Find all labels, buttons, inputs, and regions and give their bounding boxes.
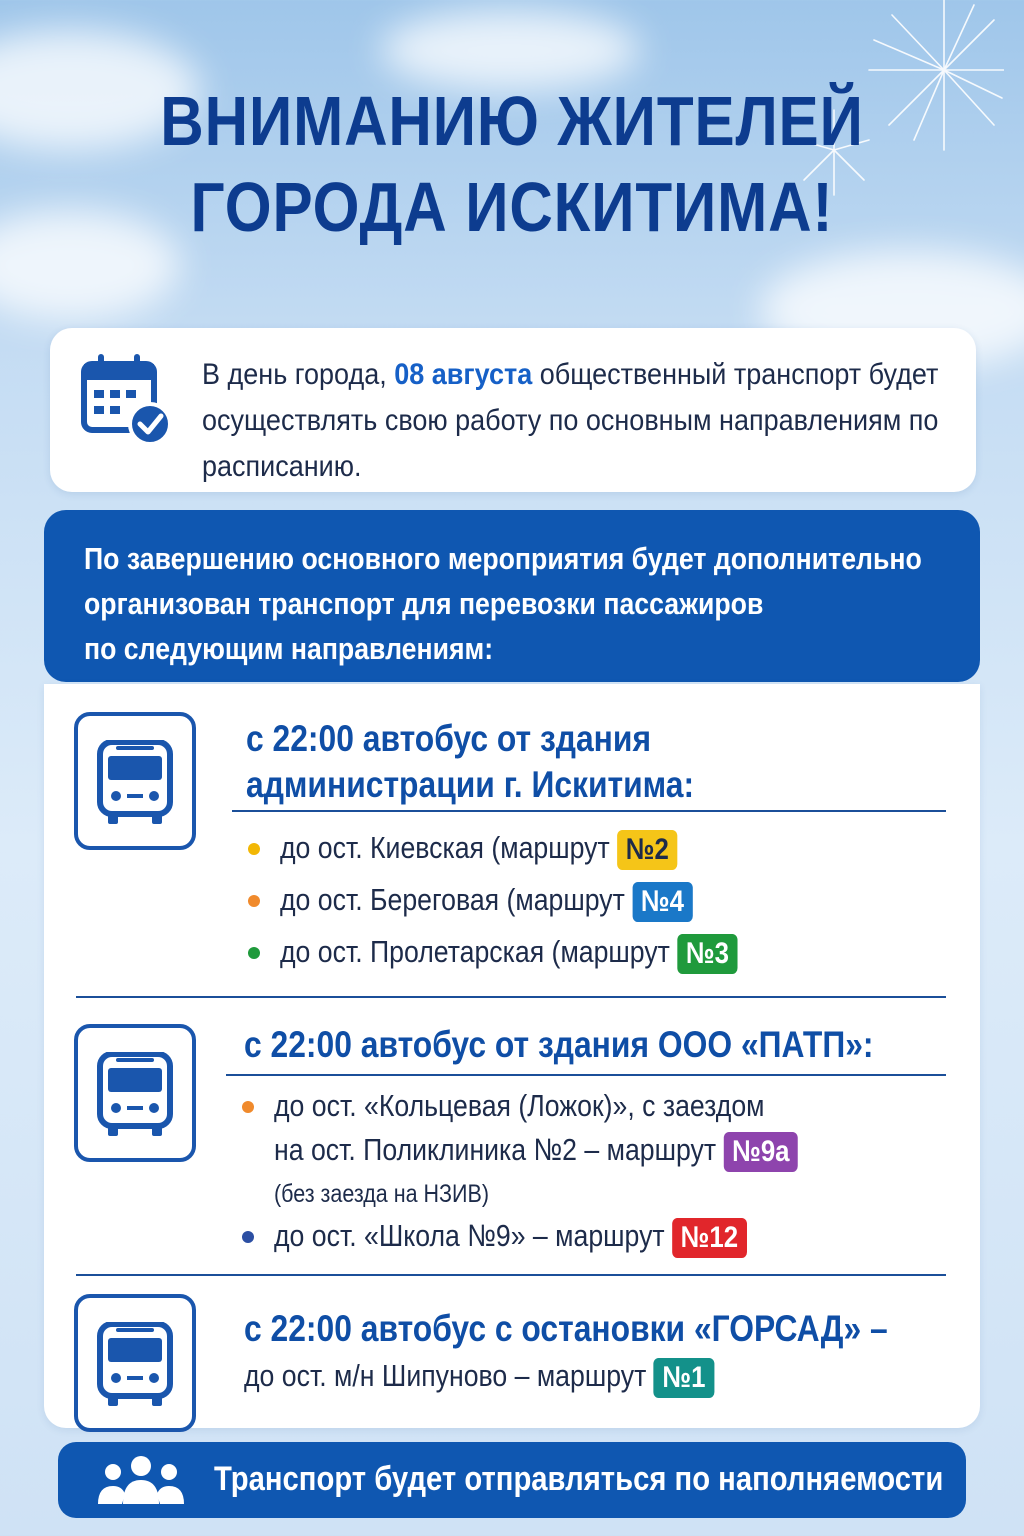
section-title-line: с 22:00 автобус от здания [246, 718, 652, 759]
route-badge: №3 [677, 934, 737, 974]
route-badge: №4 [632, 882, 692, 922]
divider [226, 1074, 946, 1076]
route-text: на ост. Поликлиника №2 – маршрут [274, 1132, 717, 1167]
route-item [244, 1354, 791, 1398]
section-title [244, 1022, 874, 1068]
route-item [280, 878, 760, 922]
bullet [248, 843, 260, 855]
route-item [280, 930, 812, 974]
bullet [248, 947, 260, 959]
route-badge: №12 [672, 1218, 747, 1258]
info-card [50, 328, 976, 492]
section-title-line: администрации г. Искитима: [246, 764, 695, 805]
footer-text: Транспорт будет отправляться по наполняемости [214, 1460, 944, 1498]
bus-icon-box [74, 1024, 196, 1162]
title-line-2: ГОРОДА ИСКИТИМА! [190, 168, 834, 246]
route-badge: №9а [723, 1132, 798, 1172]
info-text-before: В день города, [202, 358, 395, 391]
route-note: (без заезда на НЗИВ) [274, 1180, 489, 1208]
section-title [246, 716, 694, 808]
route-item [274, 1214, 824, 1258]
route-badge: №1 [654, 1358, 714, 1398]
route-text: до ост. Береговая (маршрут [280, 882, 625, 917]
banner-line: По завершению основного мероприятия будет дополнительно [84, 541, 922, 576]
section-title-line: с 22:00 автобус с остановки «ГОРСАД» – [244, 1308, 888, 1349]
route-badge: №2 [617, 830, 677, 870]
bullet [242, 1231, 254, 1243]
bus-icon-box [74, 1294, 196, 1432]
routes-card [44, 684, 980, 1428]
people-group-icon [98, 1454, 184, 1506]
route-text: до ост. Пролетарская (маршрут [280, 934, 670, 969]
bus-icon [96, 1322, 174, 1408]
bullet [242, 1101, 254, 1113]
bus-icon-box [74, 712, 196, 850]
banner-line: организован транспорт для перевозки пассажиров [84, 586, 764, 621]
route-text: до ост. «Кольцевая (Ложок)», с заездом [274, 1088, 765, 1123]
announcement-banner [44, 510, 980, 682]
route-item [280, 826, 742, 870]
route-text: до ост. м/н Шипуново – маршрут [244, 1358, 647, 1393]
info-date: 08 августа [394, 358, 533, 391]
info-text-after: общественный транспорт будет осуществлять свою работу по основным направлениям по расписанию. [202, 358, 939, 483]
bullet [248, 895, 260, 907]
bus-icon [96, 740, 174, 826]
banner-line: по следующим направлениям: [84, 631, 494, 666]
section-separator [76, 996, 946, 998]
page-title [72, 78, 953, 250]
bus-icon [96, 1052, 174, 1138]
divider [232, 810, 946, 812]
section-title-line: с 22:00 автобус от здания ООО «ПАТП»: [244, 1024, 874, 1065]
route-text: до ост. Киевская (маршрут [280, 830, 610, 865]
section-separator [76, 1274, 946, 1276]
section-title [244, 1306, 888, 1352]
route-text: до ост. «Школа №9» – маршрут [274, 1218, 665, 1253]
title-line-1: ВНИМАНИЮ ЖИТЕЛЕЙ [160, 82, 864, 160]
info-text [202, 352, 958, 490]
route-item [274, 1084, 883, 1216]
footer-banner [58, 1442, 966, 1518]
calendar-check-icon [78, 352, 174, 448]
